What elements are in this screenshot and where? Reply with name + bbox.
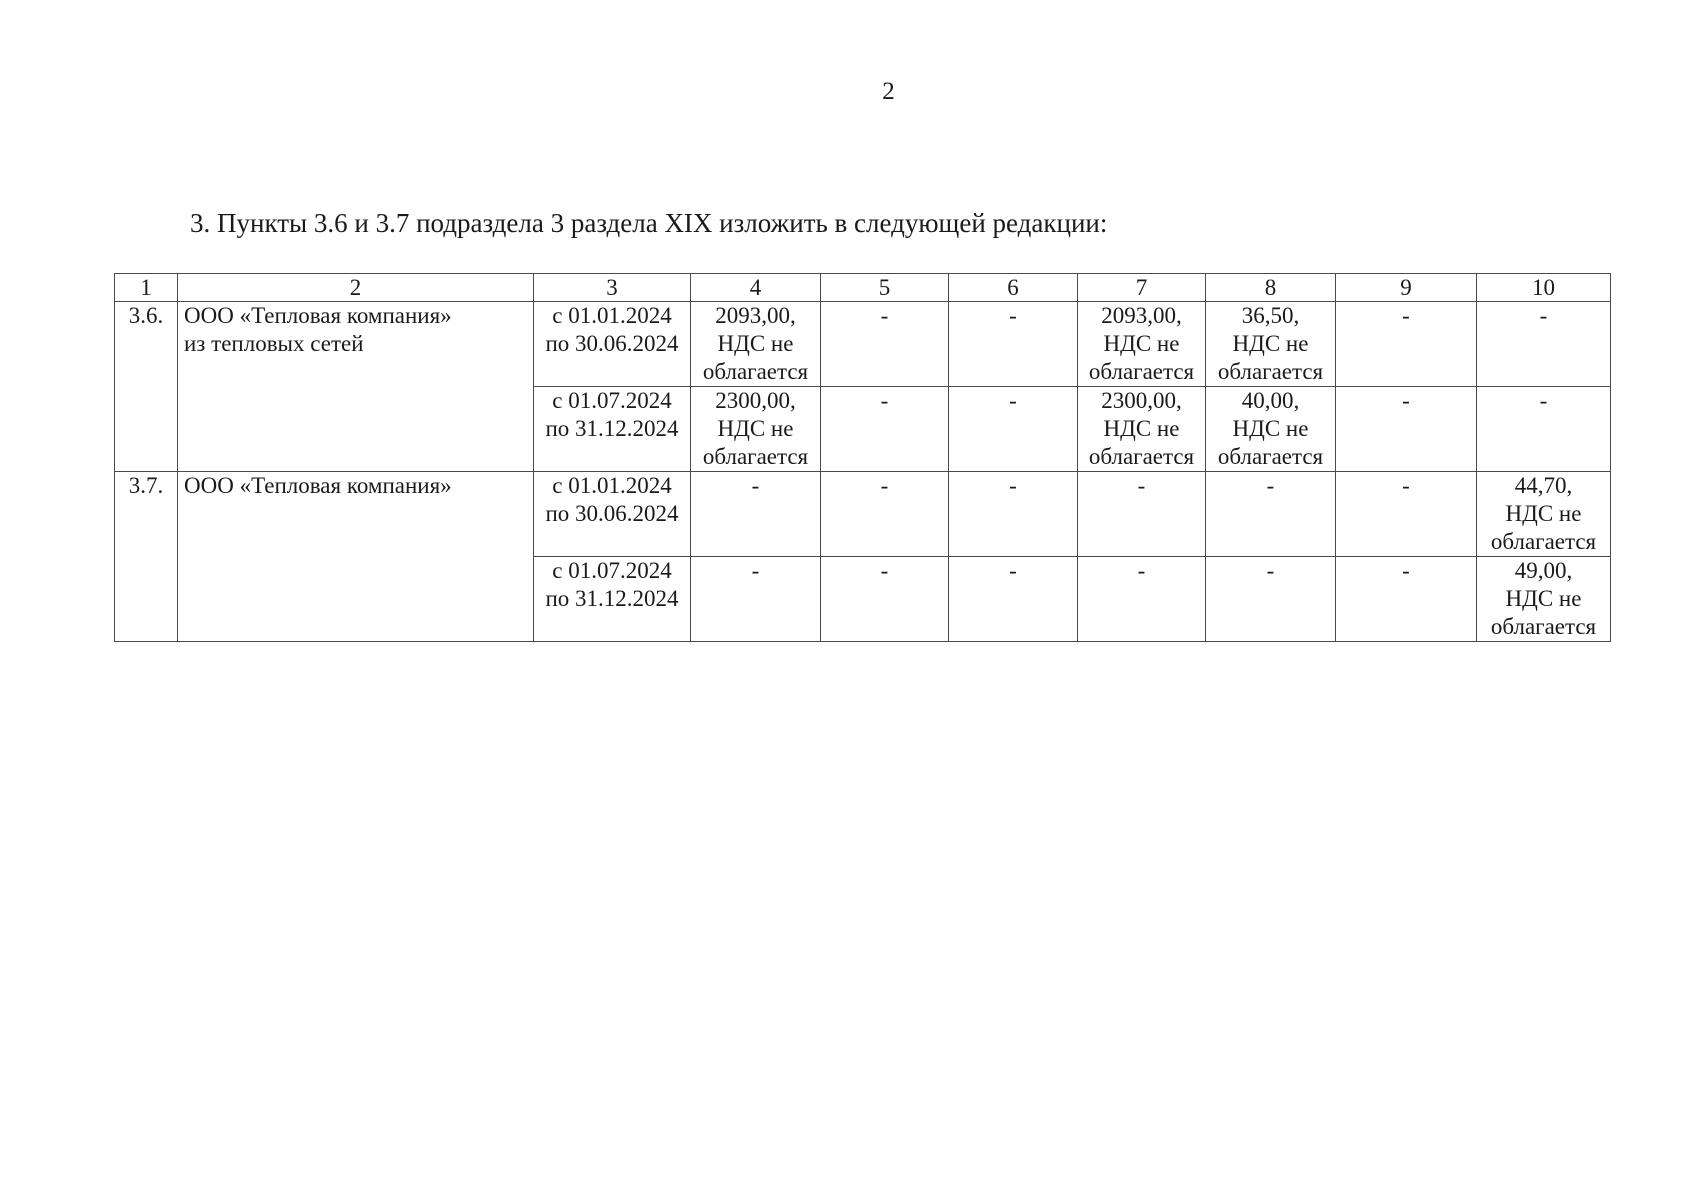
value-cell: -: [1336, 387, 1477, 472]
column-number-header: 2: [178, 274, 534, 302]
period-cell: с 01.01.2024 по 30.06.2024: [534, 472, 691, 557]
period-cell: с 01.01.2024 по 30.06.2024: [534, 302, 691, 387]
value-cell: 2300,00, НДС не облагается: [1078, 387, 1206, 472]
value-cell: -: [949, 302, 1078, 387]
value-cell: -: [1477, 387, 1611, 472]
value-cell: -: [821, 302, 949, 387]
value-cell: -: [1336, 557, 1477, 642]
value-cell: 36,50, НДС не облагается: [1206, 302, 1336, 387]
value-cell: 49,00, НДС не облагается: [1477, 557, 1611, 642]
page-number: 2: [882, 78, 895, 105]
value-cell: 2093,00, НДС не облагается: [691, 302, 821, 387]
column-number-header: 3: [534, 274, 691, 302]
value-cell: -: [1477, 302, 1611, 387]
value-cell: -: [1336, 302, 1477, 387]
column-number-header: 8: [1206, 274, 1336, 302]
value-cell: -: [821, 472, 949, 557]
organization-cell: ООО «Тепловая компания» из тепловых сетей: [178, 302, 534, 472]
column-number-header: 9: [1336, 274, 1477, 302]
value-cell: 2093,00, НДС не облагается: [1078, 302, 1206, 387]
value-cell: -: [821, 387, 949, 472]
column-number-header: 7: [1078, 274, 1206, 302]
value-cell: -: [949, 472, 1078, 557]
column-number-header: 1: [115, 274, 178, 302]
value-cell: -: [1336, 472, 1477, 557]
value-cell: -: [1078, 557, 1206, 642]
column-number-header: 10: [1477, 274, 1611, 302]
table-row: [115, 472, 1611, 557]
organization-cell: ООО «Тепловая компания»: [178, 472, 534, 642]
value-cell: -: [1078, 472, 1206, 557]
value-cell: 40,00, НДС не облагается: [1206, 387, 1336, 472]
value-cell: -: [1206, 557, 1336, 642]
value-cell: -: [821, 557, 949, 642]
column-number-header: 6: [949, 274, 1078, 302]
value-cell: 2300,00, НДС не облагается: [691, 387, 821, 472]
value-cell: -: [1206, 472, 1336, 557]
value-cell: -: [949, 387, 1078, 472]
column-number-header: 5: [821, 274, 949, 302]
value-cell: -: [691, 557, 821, 642]
amendment-instruction: 3. Пункты 3.6 и 3.7 подраздела 3 раздела XIX изложить в следующей редакции:: [190, 208, 1108, 238]
table-header-row: [115, 274, 1611, 302]
value-cell: -: [691, 472, 821, 557]
item-number-cell: 3.7.: [115, 472, 178, 642]
column-number-header: 4: [691, 274, 821, 302]
tariff-table: [114, 273, 1611, 642]
period-cell: с 01.07.2024 по 31.12.2024: [534, 387, 691, 472]
table-row: [115, 302, 1611, 387]
value-cell: -: [949, 557, 1078, 642]
value-cell: 44,70, НДС не облагается: [1477, 472, 1611, 557]
period-cell: с 01.07.2024 по 31.12.2024: [534, 557, 691, 642]
item-number-cell: 3.6.: [115, 302, 178, 472]
